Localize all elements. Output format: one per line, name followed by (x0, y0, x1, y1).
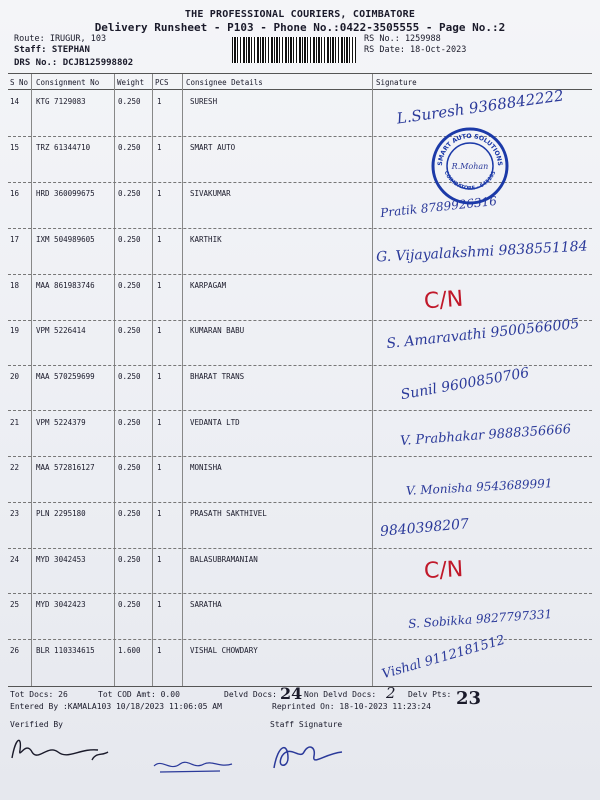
cell-pcs: 1 (157, 235, 162, 244)
col-header-consignment: Consignment No (36, 78, 100, 87)
table-row (0, 281, 600, 293)
cell-sno: 26 (10, 646, 20, 655)
cell-weight: 0.250 (118, 235, 141, 244)
cell-consignee: KARTHIK (190, 235, 222, 244)
cell-consignment: MYD 3042423 (36, 600, 86, 609)
row-divider (8, 548, 592, 549)
staff-signature (268, 734, 348, 778)
company-title: THE PROFESSIONAL COURIERS, COIMBATORE (184, 9, 416, 20)
cell-sno: 19 (10, 326, 20, 335)
rs-date: RS Date: 18-Oct-2023 (364, 45, 467, 55)
col-header-pcs: PCS (155, 78, 169, 87)
cell-consignment: TRZ 61344710 (36, 143, 91, 152)
cell-sno: 25 (10, 600, 20, 609)
cell-consignee: KUMARAN BABU (190, 326, 245, 335)
table-row (0, 463, 600, 475)
row-divider (8, 228, 592, 229)
cell-sno: 23 (10, 509, 20, 518)
cell-consignment: HRD 360099675 (36, 189, 95, 198)
handwritten-signature: G. Vijayalakshmi 9838551184 (375, 238, 588, 266)
cell-sno: 24 (10, 555, 20, 564)
cell-sno: 22 (10, 463, 20, 472)
table-row (0, 646, 600, 658)
cell-weight: 1.600 (118, 646, 141, 655)
drs-number: DRS No.: DCJB125998802 (14, 58, 134, 68)
cell-sno: 17 (10, 235, 20, 244)
table-row (0, 555, 600, 567)
row-divider (8, 365, 592, 366)
table-row (0, 143, 600, 155)
total-cod: Tot COD Amt: 0.00 (98, 690, 180, 699)
delivered-docs-label: Delvd Docs: (224, 690, 277, 699)
runsheet-subtitle: Delivery Runsheet - P103 - Phone No.:0422-3505555 - Page No.:2 (94, 21, 506, 34)
cell-pcs: 1 (157, 418, 162, 427)
table-row (0, 189, 600, 201)
barcode (232, 37, 356, 63)
verifier-signature (8, 730, 112, 770)
cell-weight: 0.250 (118, 509, 141, 518)
cell-weight: 0.250 (118, 372, 141, 381)
cell-pcs: 1 (157, 281, 162, 290)
cell-consignee: MONISHA (190, 463, 222, 472)
handwritten-signature: S. Sobikka 9827797331 (407, 606, 553, 632)
table-top-border (8, 73, 592, 74)
cell-pcs: 1 (157, 555, 162, 564)
cell-consignment: MAA 861983746 (36, 281, 95, 290)
rs-number: RS No.: 1259988 (364, 34, 441, 44)
cell-pcs: 1 (157, 143, 162, 152)
cell-consignee: SURESH (190, 97, 218, 106)
col-header-weight: Weight (117, 78, 145, 87)
handwritten-signature: V. Monisha 9543689991 (405, 476, 553, 498)
cell-sno: 20 (10, 372, 20, 381)
cell-pcs: 1 (157, 372, 162, 381)
cell-consignee: BHARAT TRANS (190, 372, 245, 381)
cell-consignee: PRASATH SAKTHIVEL (190, 509, 267, 518)
non-delivered-docs-count: 2 (386, 684, 396, 702)
cell-consignee: KARPAGAM (190, 281, 227, 290)
cell-consignee: VISHAL CHOWDARY (190, 646, 258, 655)
stamp-top-text: SMART AUTO SOLUTIONS (436, 132, 504, 167)
cell-sno: 18 (10, 281, 20, 290)
cell-pcs: 1 (157, 600, 162, 609)
cell-pcs: 1 (157, 463, 162, 472)
initials-signature (150, 752, 236, 776)
delivery-points-count: 23 (456, 688, 482, 709)
cell-consignee: BALASUBRAMANIAN (190, 555, 258, 564)
row-divider (8, 502, 592, 503)
cell-consignment: PLN 2295180 (36, 509, 86, 518)
row-divider (8, 320, 592, 321)
company-stamp (430, 126, 510, 206)
non-delivered-docs-label: Non Delvd Docs: (304, 690, 377, 699)
cell-consignment: MAA 572816127 (36, 463, 95, 472)
cell-pcs: 1 (157, 326, 162, 335)
cell-consignment: VPM 5226414 (36, 326, 86, 335)
stamp-signature: R.Mohan (451, 162, 489, 171)
handwritten-signature: 9840398207 (379, 516, 470, 540)
cell-pcs: 1 (157, 189, 162, 198)
staff-text: Staff: STEPHAN (14, 45, 90, 55)
delivered-docs-count: 24 (280, 684, 303, 703)
cell-sno: 15 (10, 143, 20, 152)
delivery-points-label: Delv Pts: (408, 690, 452, 699)
cell-weight: 0.250 (118, 463, 141, 472)
cn-mark: C/N (423, 556, 464, 585)
cell-weight: 0.250 (118, 143, 141, 152)
handwritten-signature: Sunil 9600850706 (399, 364, 531, 404)
cell-weight: 0.250 (118, 600, 141, 609)
cell-sno: 21 (10, 418, 20, 427)
svg-text:COIMBATORE - 641103 (443, 170, 498, 192)
handwritten-signature: L.Suresh 9368842222 (395, 86, 565, 128)
total-docs: Tot Docs: 26 (10, 690, 68, 699)
cell-consignment: MYD 3042453 (36, 555, 86, 564)
handwritten-signature: Pratik 8789926316 (379, 193, 498, 221)
cell-consignment: MAA 570259699 (36, 372, 95, 381)
cell-pcs: 1 (157, 646, 162, 655)
cell-pcs: 1 (157, 509, 162, 518)
staff-signature-label: Staff Signature (270, 720, 343, 729)
cell-consignment: IXM 504989605 (36, 235, 95, 244)
row-divider (8, 593, 592, 594)
cell-consignee: VEDANTA LTD (190, 418, 240, 427)
cell-pcs: 1 (157, 97, 162, 106)
cell-consignment: VPM 5224379 (36, 418, 86, 427)
cn-mark: C/N (423, 286, 465, 315)
handwritten-signature: Vishal 9112181512 (380, 632, 507, 683)
header-bottom-border (8, 89, 592, 90)
table-row (0, 509, 600, 521)
cell-weight: 0.250 (118, 281, 141, 290)
cell-sno: 14 (10, 97, 20, 106)
row-divider (8, 410, 592, 411)
handwritten-signature: V. Prabhakar 9888356666 (399, 422, 572, 449)
cell-sno: 16 (10, 189, 20, 198)
row-divider (8, 274, 592, 275)
cell-consignee: SMART AUTO (190, 143, 236, 152)
cell-consignment: KTG 7129083 (36, 97, 86, 106)
cell-weight: 0.250 (118, 418, 141, 427)
cell-consignee: SARATHA (190, 600, 222, 609)
cell-consignment: BLR 110334615 (36, 646, 95, 655)
handwritten-signature: S. Amaravathi 9500566005 (385, 315, 580, 353)
cell-consignee: SIVAKUMAR (190, 189, 231, 198)
cell-weight: 0.250 (118, 97, 141, 106)
cell-weight: 0.250 (118, 189, 141, 198)
route-text: Route: IRUGUR, 103 (14, 34, 107, 44)
cell-weight: 0.250 (118, 555, 141, 564)
col-header-sno: S No (10, 78, 29, 87)
cell-weight: 0.250 (118, 326, 141, 335)
reprinted-on: Reprinted On: 18-10-2023 11:23:24 (272, 702, 431, 711)
col-header-consignee: Consignee Details (186, 78, 263, 87)
row-divider (8, 456, 592, 457)
col-header-signature: Signature (376, 78, 417, 87)
stamp-bottom-text: COIMBATORE - 641103 (442, 170, 498, 192)
entered-by: Entered By :KAMALA103 10/18/2023 11:06:05 AM (10, 702, 222, 711)
verified-by-label: Verified By (10, 720, 63, 729)
